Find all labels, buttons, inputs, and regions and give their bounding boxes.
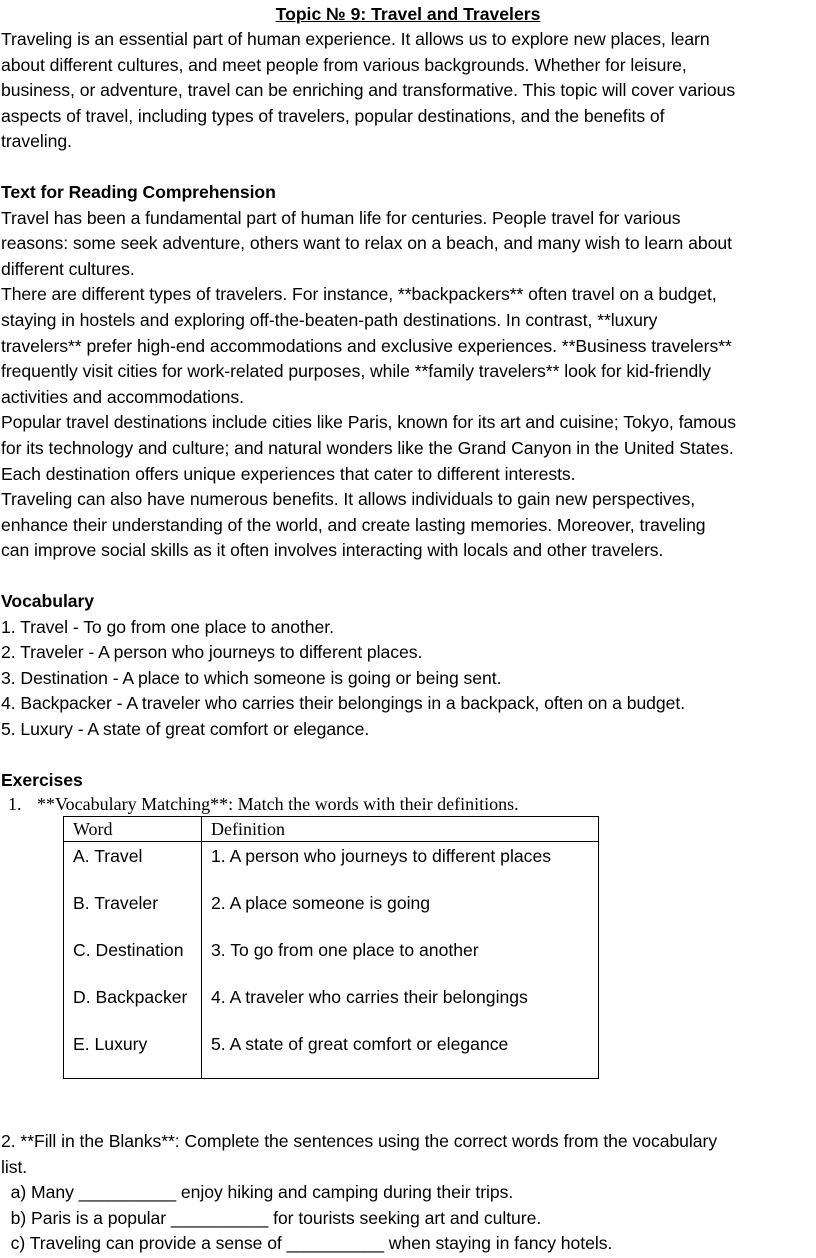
reading-line: different cultures.: [1, 258, 135, 279]
word-item: E. Luxury: [73, 1034, 148, 1054]
reading-line: staying in hostels and exploring off-the-beaten-path destinations. In contrast, **luxury: [1, 310, 658, 330]
reading-line: Each destination offers unique experiences that cater to different interests.: [1, 463, 576, 484]
reading-line: Popular travel destinations include cities like Paris, known for its art and cuisine; Tokyo, famous: [1, 412, 737, 433]
reading-line: There are different types of travelers. For instance, **backpackers** often travel on a budget,: [1, 284, 717, 305]
vocabulary-item: 3. Destination - A place to which someone is going or being sent.: [1, 667, 502, 688]
word-item: B. Traveler: [73, 893, 159, 913]
reading-heading: Text for Reading Comprehension: [1, 182, 276, 202]
word-item: C. Destination: [73, 940, 184, 960]
fill-blank-sentence: a) Many __________ enjoy hiking and camping during their trips.: [1, 1182, 514, 1203]
vocabulary-item: 1. Travel - To go from one place to another.: [1, 616, 334, 637]
page-title: Topic № 9: Travel and Travelers: [275, 4, 541, 24]
column-header-word: Word: [64, 817, 202, 842]
definition-item: 4. A traveler who carries their belongings: [211, 987, 528, 1007]
intro-line: traveling.: [1, 131, 72, 152]
vocabulary-heading: Vocabulary: [1, 591, 95, 611]
vocabulary-item: 5. Luxury - A state of great comfort or elegance.: [1, 719, 370, 739]
intro-line: aspects of travel, including types of travelers, popular destinations, and the benefits of: [1, 105, 665, 126]
vocabulary-item: 4. Backpacker - A traveler who carries their belongings in a backpack, often on a budget.: [1, 693, 686, 714]
exercise-1-instruction: **Vocabulary Matching**: Match the words with their definitions.: [37, 794, 519, 814]
reading-line: enhance their understanding of the world, and create lasting memories. Moreover, traveling: [1, 514, 706, 535]
exercises-heading: Exercises: [1, 770, 83, 790]
definition-item: 5. A state of great comfort or elegance: [211, 1034, 509, 1054]
exercise-2-instruction: 2. **Fill in the Blanks**: Complete the sentences using the correct words from the vocabulary: [1, 1131, 718, 1151]
intro-line: Traveling is an essential part of human experience. It allows us to explore new places, learn: [1, 29, 710, 49]
reading-line: Travel has been a fundamental part of human life for centuries. People travel for various: [1, 207, 681, 228]
definition-item: 1. A person who journeys to different places: [211, 846, 552, 866]
reading-line: Traveling can also have numerous benefits. It allows individuals to gain new perspectives,: [1, 489, 696, 510]
reading-line: activities and accommodations.: [1, 386, 244, 407]
matching-table: [63, 816, 599, 1079]
fill-blank-sentence: b) Paris is a popular __________ for tourists seeking art and culture.: [1, 1207, 542, 1228]
definition-item: 2. A place someone is going: [211, 893, 431, 913]
word-item: A. Travel: [73, 846, 143, 866]
reading-line: can improve social skills as it often involves interacting with locals and other travelers.: [1, 540, 664, 561]
exercise-1-number: 1.: [8, 794, 22, 814]
table-body-row: [64, 842, 599, 1079]
words-cell: [64, 842, 202, 1079]
vocabulary-item: 2. Traveler - A person who journeys to different places.: [1, 642, 423, 663]
definition-item: 3. To go from one place to another: [211, 940, 479, 960]
word-item: D. Backpacker: [73, 987, 188, 1007]
fill-blank-sentence: c) Traveling can provide a sense of __________ when staying in fancy hotels.: [1, 1233, 613, 1254]
intro-line: business, or adventure, travel can be enriching and transformative. This topic will cover various: [1, 80, 736, 101]
reading-line: travelers** prefer high-end accommodations and exclusive experiences. **Business travelers**: [1, 335, 732, 356]
definitions-cell: [202, 842, 599, 1079]
column-header-definition: Definition: [202, 817, 599, 842]
intro-line: about different cultures, and meet people from various backgrounds. Whether for leisure,: [1, 54, 687, 75]
reading-line: for its technology and culture; and natural wonders like the Grand Canyon in the United States.: [1, 438, 734, 458]
table-header-row: [64, 817, 599, 842]
reading-line: frequently visit cities for work-related purposes, while **family travelers** look for kid-friendly: [1, 361, 711, 382]
reading-line: reasons: some seek adventure, others want to relax on a beach, and many wish to learn about: [1, 233, 732, 254]
exercise-2-instruction: list.: [1, 1156, 28, 1177]
